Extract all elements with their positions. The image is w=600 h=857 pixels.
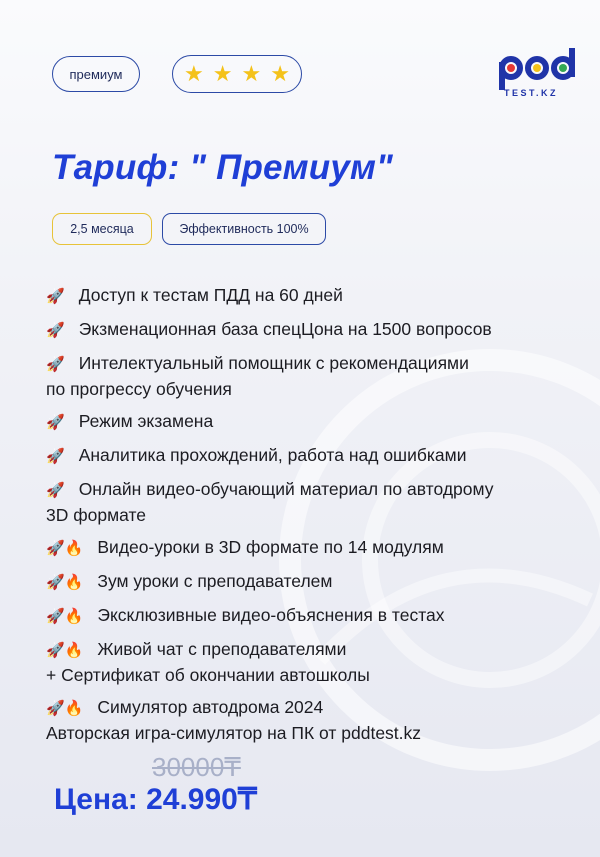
- rocket-icon: 🚀: [46, 356, 65, 373]
- feature-text: Режим экзамена: [78, 411, 214, 431]
- rocket-icon: 🚀: [46, 288, 65, 305]
- feature-item: [46, 351, 576, 401]
- rocket-icon: 🚀: [46, 448, 65, 465]
- rocket-icon: 🚀: [46, 574, 65, 591]
- rocket-icon: 🚀: [46, 414, 65, 431]
- feature-item: [46, 569, 576, 595]
- feature-text: Аналитика прохождений, работа над ошибками: [78, 445, 467, 465]
- feature-item: [46, 637, 576, 687]
- rocket-icon: 🚀: [46, 700, 65, 717]
- feature-text: Живой чат с преподавателями: [97, 639, 347, 659]
- feature-item: [46, 535, 576, 561]
- duration-tag: 2,5 месяца: [52, 213, 152, 245]
- star-icon: ★: [184, 61, 204, 86]
- rocket-icon: 🚀: [46, 540, 65, 557]
- rating-stars: [172, 55, 302, 93]
- feature-text: Симулятор автодрома 2024: [97, 697, 324, 717]
- feature-item: [46, 283, 576, 309]
- rocket-icon: 🚀: [46, 608, 65, 625]
- feature-item: [46, 409, 576, 435]
- feature-text: 3D формате: [46, 505, 147, 525]
- feature-item: [46, 443, 576, 469]
- current-price: Цена: 24.990₸: [54, 783, 257, 816]
- feature-text: Онлайн видео-обучающий материал по автодрому: [78, 479, 494, 499]
- logo-caption: TEST.KZ: [504, 88, 559, 98]
- page-title: Тариф: " Премиум": [52, 148, 393, 187]
- fire-icon: 🔥: [64, 574, 84, 591]
- feature-item: [46, 603, 576, 629]
- star-icon: ★: [241, 61, 262, 86]
- fire-icon: 🔥: [64, 608, 84, 625]
- fire-icon: 🔥: [64, 540, 84, 557]
- efficiency-tag: Эффективность 100%: [162, 213, 326, 245]
- fire-icon: 🔥: [64, 642, 84, 659]
- feature-text: по прогрессу обучения: [46, 379, 232, 399]
- feature-text: Экзменационная база спецЦона на 1500 вопросов: [78, 319, 492, 339]
- feature-text: Доступ к тестам ПДД на 60 дней: [78, 285, 343, 305]
- feature-item: [46, 477, 576, 527]
- old-price: 30000₸: [152, 752, 241, 782]
- feature-text: Эксклюзивные видео-объяснения в тестах: [97, 605, 445, 625]
- feature-text: + Сертификат об окончании автошколы: [46, 665, 370, 685]
- feature-text: Интелектуальный помощник с рекомендациями: [78, 353, 469, 373]
- feature-text: Авторская игра-симулятор на ПК от pddtest.kz: [46, 723, 422, 743]
- rocket-icon: 🚀: [46, 482, 65, 499]
- feature-text: Зум уроки с преподавателем: [97, 571, 333, 591]
- rocket-icon: 🚀: [46, 642, 65, 659]
- feature-text: Видео-уроки в 3D формате по 14 модулям: [97, 537, 444, 557]
- rocket-icon: 🚀: [46, 322, 65, 339]
- fire-icon: 🔥: [64, 700, 84, 717]
- feature-item: [46, 695, 576, 745]
- feature-item: [46, 317, 576, 343]
- feature-list: [46, 283, 576, 753]
- star-icon: ★: [212, 61, 233, 86]
- plan-badge: премиум: [52, 56, 140, 92]
- star-icon: ★: [270, 61, 290, 86]
